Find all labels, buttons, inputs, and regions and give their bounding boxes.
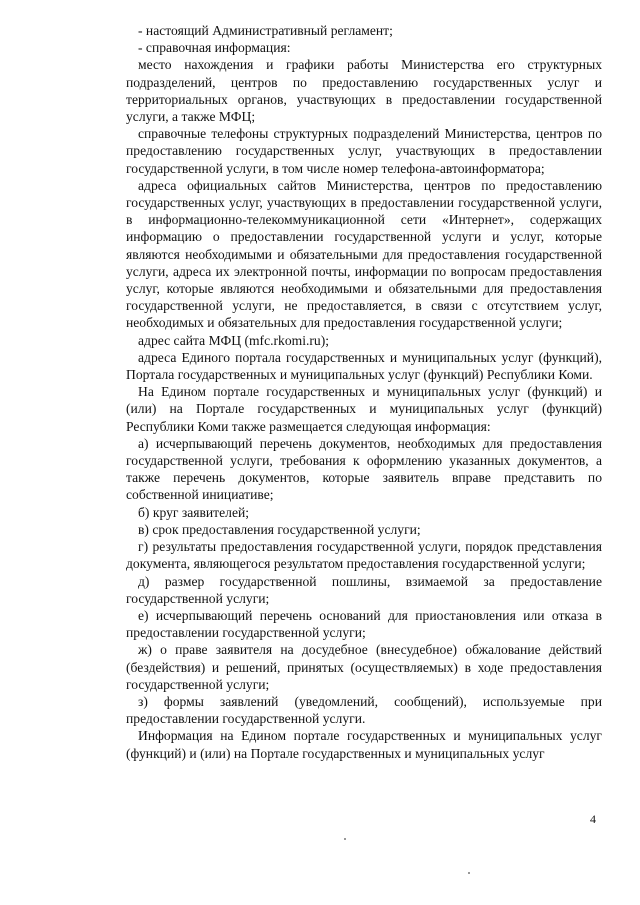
list-item-b: б) круг заявителей;	[138, 504, 250, 520]
paragraph-reference-info: - справочная информация:	[138, 40, 291, 56]
scan-speck	[344, 838, 346, 840]
page-number: 4	[590, 812, 596, 826]
paragraph-portal-info-intro: На Едином портале государственных и муниципальных услуг (функций) и (или) на Портале государственных и муниципальных услуг (функций) Республики Коми также размещается следующая информация:	[126, 384, 602, 434]
paragraph-websites: адреса официальных сайтов Министерства, центров по предоставлению государственных услуг, участвующих в предоставлении государственной услуги, в информационно-телекоммуникационной сети «Интернет», содержащих информацию о предоставлении государственной услуги и услуг, которые являются необходимыми и обязательными для предоставления государственной услуги, адреса их электронной почты, информации по вопросам предоставления услуг, которые являются необходимыми и обязательными для предоставления государственной услуги, не предоставляется, в связи с отсутствием услуг, необходимых и обязательных для предоставления государственной услуги;	[126, 177, 602, 331]
list-item-zh: ж) о праве заявителя на досудебное (внесудебное) обжалование действий (бездействия) и решений, принятых (осуществляемых) в ходе предоставления государственной услуги;	[126, 642, 602, 692]
list-item-a: а) исчерпывающий перечень документов, необходимых для предоставления государственной услуги, требования к оформлению указанных документов, а также перечень документов, которые заявитель вправе представить по собственной инициативе;	[126, 435, 602, 503]
document-body	[126, 22, 602, 762]
list-item-d: д) размер государственной пошлины, взимаемой за предоставление государственной услуги;	[126, 573, 602, 606]
scan-speck	[468, 872, 470, 874]
paragraph-portal-addresses: адреса Единого портала государственных и муниципальных услуг (функций), Портала государственных и муниципальных услуг (функций) Республики Коми.	[126, 349, 602, 383]
list-item-v: в) срок предоставления государственной услуги;	[138, 521, 421, 537]
paragraph-locations: место нахождения и графики работы Министерства его структурных подразделений, центров по предоставлению государственных услуг и территориальных органов, участвующих в предоставлении государственной услуги, а также МФЦ;	[126, 57, 602, 125]
paragraph-mfc-site: адрес сайта МФЦ (mfc.rkomi.ru);	[138, 332, 330, 348]
list-item-z: з) формы заявлений (уведомлений, сообщений), используемые при предоставлении государственной услуги.	[126, 693, 602, 727]
paragraph-phones: справочные телефоны структурных подразделений Министерства, центров по предоставлению государственных услуг, участвующих в предоставлении государственной услуги, в том числе номер телефона-автоинформатора;	[126, 126, 602, 176]
list-item-g: г) результаты предоставления государственной услуги, порядок представления документа, являющегося результатом предоставления государственной услуги;	[126, 539, 602, 572]
paragraph-regulation: - настоящий Административный регламент;	[138, 23, 393, 38]
list-item-e: е) исчерпывающий перечень оснований для приостановления или отказа в предоставлении государственной услуги;	[126, 607, 602, 641]
paragraph-portal-info-continued: Информация на Едином портале государственных и муниципальных услуг (функций) и (или) на Портале государственных и муниципальных услуг	[126, 728, 602, 761]
